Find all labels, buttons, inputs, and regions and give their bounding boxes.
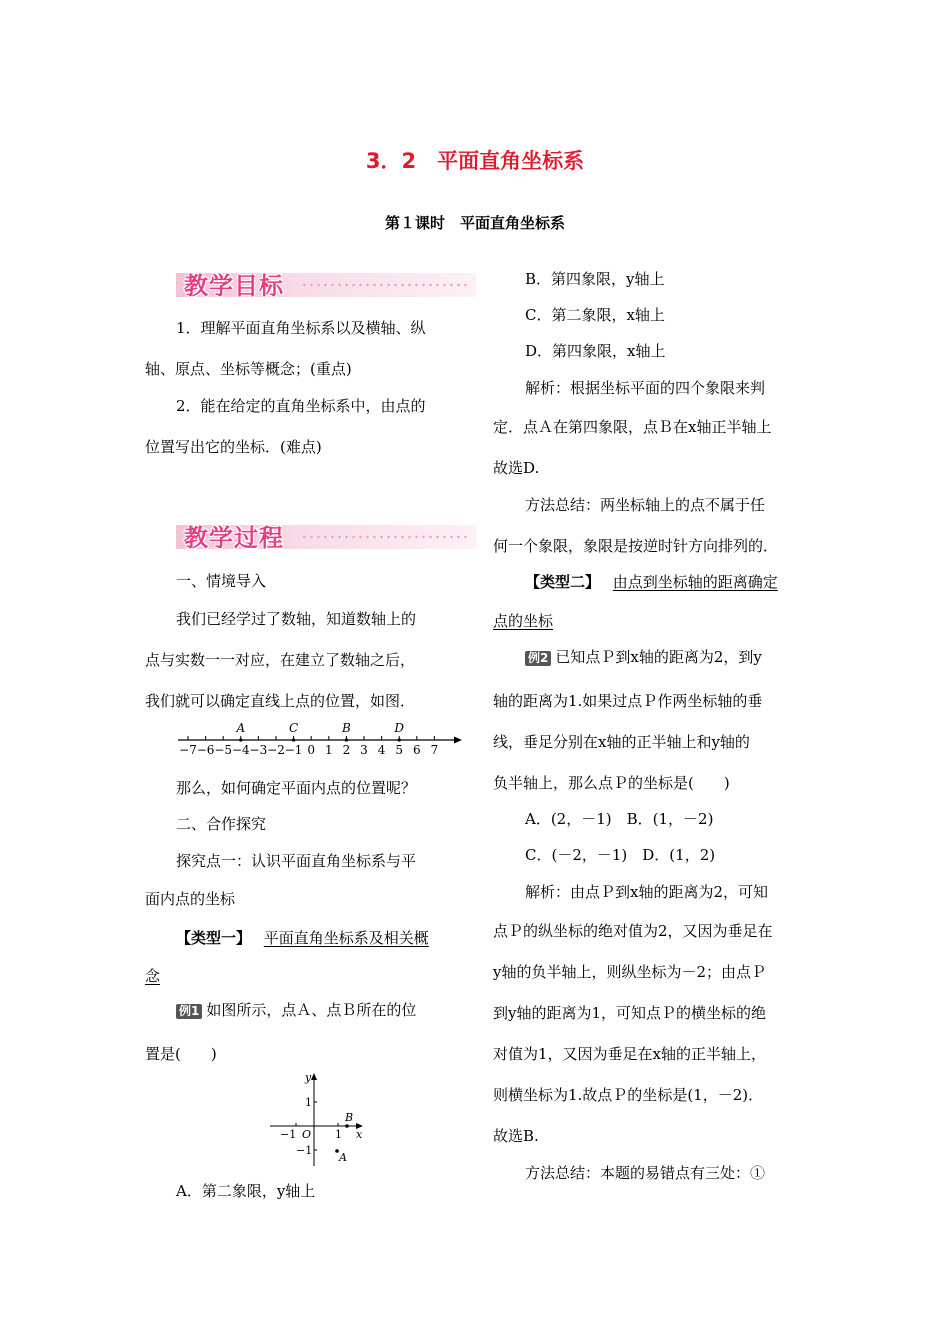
number-line-tick-label: −2 [267, 743, 285, 757]
example-1-tag: 例1 [176, 1004, 202, 1019]
option-d: D．第四象限，x轴上 [525, 342, 666, 360]
intro-line-c: 我们就可以确定直线上点的位置，如图． [145, 692, 416, 710]
goal-2-line-a: 2．能在给定的直角坐标系中，由点的 [176, 397, 426, 415]
coordinate-figure [262, 1068, 372, 1168]
number-line-point-marker [239, 738, 242, 741]
number-line-tick-label: 7 [430, 743, 439, 757]
x-one-label: 1 [335, 1128, 342, 1141]
example-1-line-b: 置是( ) [145, 1045, 217, 1063]
goals-banner-label: 教学目标 [184, 272, 284, 300]
explore-line-a: 探究点一：认识平面直角坐标系与平 [176, 852, 417, 870]
number-line-point-label: D [394, 721, 405, 735]
method-1-b: 何一个象限，象限是按逆时针方向排列的． [493, 537, 779, 555]
example-1-text: 如图所示，点Ａ、点Ｂ所在的位 [206, 1001, 417, 1019]
number-line-tick-label: 6 [412, 743, 421, 757]
analysis-2-c: y轴的负半轴上，则纵坐标为－2；由点Ｐ [493, 963, 767, 981]
example-2-options-ab: A．(2，－1) B．(1，－2) [525, 810, 714, 828]
analysis-2-d: 到y轴的距离为1，可知点Ｐ的横坐标的绝 [493, 1004, 767, 1022]
example-2-line-b: 轴的距离为1.如果过点Ｐ作两坐标轴的垂 [493, 692, 763, 710]
intro-line-a: 我们已经学过了数轴，知道数轴上的 [176, 610, 417, 628]
number-line-figure [176, 718, 466, 758]
explore-line-b: 面内点的坐标 [145, 890, 236, 908]
x-neg-one-label: −1 [280, 1128, 297, 1141]
analysis-2-f: 则横坐标为1.故点Ｐ的坐标是(1，－2)． [493, 1086, 764, 1104]
option-b: B．第四象限，y轴上 [525, 270, 665, 288]
lesson-subtitle: 第１课时 平面直角坐标系 [384, 214, 565, 232]
number-line-point-label: A [236, 721, 246, 735]
goal-1-line-b: 轴、原点、坐标等概念；(重点) [145, 360, 352, 378]
method-1-a: 方法总结：两坐标轴上的点不属于任 [525, 496, 766, 514]
point-b-label: B [345, 1111, 354, 1124]
example-2-options-cd: C．(－2，－1) D．(1，2) [525, 846, 716, 864]
method-2-a: 方法总结：本题的易错点有三处：① [525, 1164, 766, 1182]
type-1-tag: 【类型一】 [176, 929, 252, 947]
number-line-point-marker [398, 738, 401, 741]
analysis-2-a: 解析：由点Ｐ到x轴的距离为2，可知 [525, 883, 769, 901]
analysis-2-e: 对值为1，又因为垂足在x轴的正半轴上， [493, 1045, 767, 1063]
process-banner-label: 教学过程 [184, 524, 284, 552]
goal-1-line-a: 1．理解平面直角坐标系以及横轴、纵 [176, 319, 426, 337]
number-line-tick-label: 1 [324, 743, 333, 757]
y-axis-label: y [305, 1071, 312, 1084]
type-2-title-b: 点的坐标 [493, 612, 554, 630]
number-line-tick-label: −5 [214, 743, 233, 757]
analysis-2-g: 故选B. [493, 1127, 539, 1145]
type-1-title-b: 念 [145, 967, 161, 985]
goal-2-line-b: 位置写出它的坐标．(难点) [145, 438, 322, 456]
type-2-heading [525, 571, 778, 592]
number-line-tick-label: 5 [395, 743, 404, 757]
x-axis-label: x [356, 1128, 363, 1141]
analysis-1-a: 解析：根据坐标平面的四个象限来判 [525, 379, 766, 397]
page-title: 3．2 平面直角坐标系 [365, 149, 585, 173]
goals-banner [176, 266, 476, 300]
example-2-tag: 例2 [525, 651, 551, 666]
number-line-tick-label: −3 [249, 743, 268, 757]
number-line-point-marker [345, 738, 348, 741]
option-c: C．第二象限，x轴上 [525, 306, 665, 324]
type-1-heading [176, 927, 429, 948]
number-line-tick-label: 0 [307, 743, 316, 757]
number-line-tick-label: −7 [179, 743, 197, 757]
number-line-point-label: B [341, 721, 351, 735]
analysis-2-b: 点Ｐ的纵坐标的绝对值为2，又因为垂足在 [493, 922, 773, 940]
type-2-title-a: 由点到坐标轴的距离确定 [612, 573, 778, 591]
example-2-line-d: 负半轴上，那么点Ｐ的坐标是( ) [493, 774, 730, 792]
origin-label: O [302, 1128, 312, 1141]
example-2-line-c: 线，垂足分别在x轴的正半轴上和y轴的 [493, 733, 750, 751]
point-a-label: A [339, 1151, 347, 1164]
process-banner [176, 518, 476, 552]
number-line-point-label: C [289, 721, 299, 735]
option-a: A．第二象限，y轴上 [176, 1182, 316, 1200]
analysis-1-b: 定．点Ａ在第四象限，点Ｂ在x轴正半轴上 [493, 418, 772, 436]
number-line-tick-label: −4 [231, 743, 250, 757]
number-line-tick-label: 3 [360, 743, 368, 757]
number-line-tick-label: −1 [284, 743, 303, 757]
y-one-label: 1 [305, 1096, 312, 1109]
number-line-point-marker [292, 738, 295, 741]
number-line-tick-label: −6 [196, 743, 215, 757]
y-neg-one-label: −1 [296, 1144, 313, 1157]
intro-line-b: 点与实数一一对应，在建立了数轴之后， [145, 651, 416, 669]
example-1-line-a [176, 999, 416, 1020]
example-2-text: 已知点Ｐ到x轴的距离为2，到y [555, 648, 762, 666]
type-2-tag: 【类型二】 [525, 573, 601, 591]
question-line: 那么，如何确定平面内点的位置呢？ [176, 779, 417, 797]
type-1-title-a: 平面直角坐标系及相关概 [263, 929, 429, 947]
section-1-heading: 一、情境导入 [176, 572, 267, 590]
section-2-heading: 二、合作探究 [176, 815, 267, 833]
number-line-tick-label: 4 [377, 743, 386, 757]
number-line-tick-label: 2 [342, 743, 351, 757]
analysis-1-c: 故选D. [493, 459, 540, 477]
example-2-line-a [525, 646, 762, 667]
point-b-marker [345, 1124, 349, 1128]
